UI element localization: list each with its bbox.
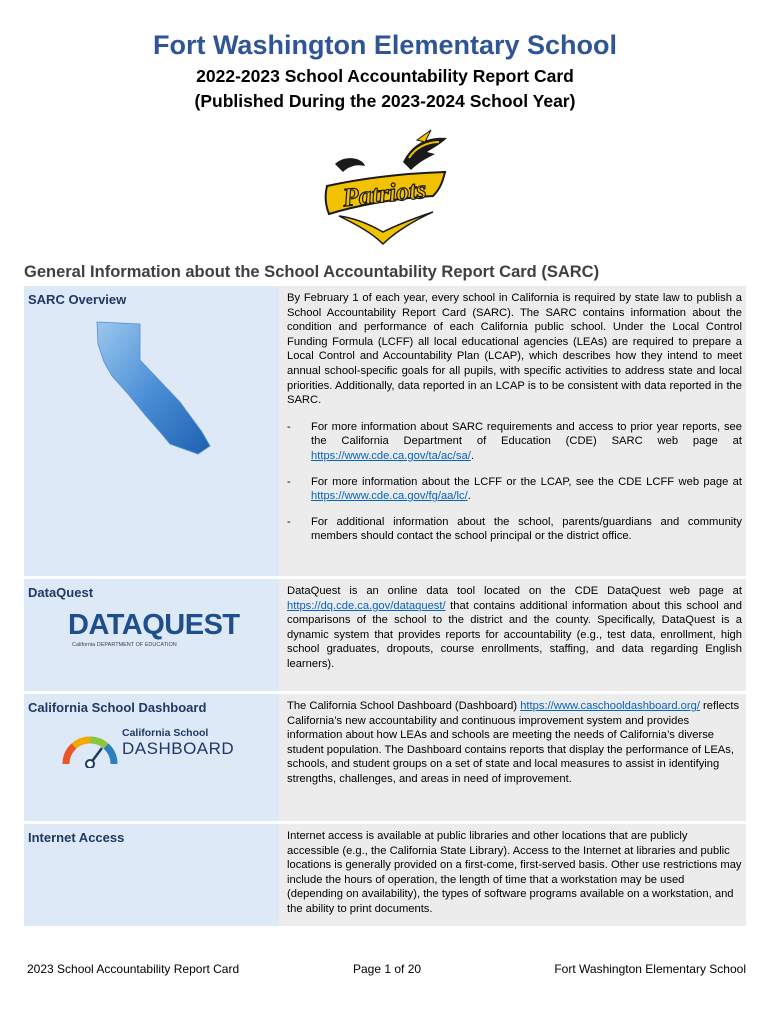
dashboard-logo-line2: DASHBOARD xyxy=(122,739,235,758)
dashboard-text: The California School Dashboard (Dashboard) xyxy=(287,700,521,712)
table-row xyxy=(24,694,746,824)
period: . xyxy=(470,449,474,462)
report-subtitle: 2022-2023 School Accountability Report Card xyxy=(196,66,574,86)
logo-text: Patriots xyxy=(341,174,428,213)
bullet-text: For more information about SARC requirements and access to prior year reports, see the California Department of Education (CDE) SARC web page at xyxy=(311,420,742,448)
list-item xyxy=(287,420,742,464)
sarc-link[interactable]: https://www.cde.ca.gov/ta/ac/sa/ xyxy=(311,449,471,462)
dataquest-text-cont: that contains additional information about this school and comparisons of the school to the district and the county. Specifically, DataQuest is a dynamic system that provides reports for accountability (e.g., test data, enrollment, high school graduates, dropouts, course enrollments, staffing, and data regarding English learners). xyxy=(287,599,742,670)
list-item xyxy=(287,475,742,504)
bullet-text: For additional information about the school, parents/guardians and community members should contact the school principal or the district office. xyxy=(311,515,742,543)
footer-report-name: 2023 School Accountability Report Card xyxy=(27,962,240,976)
internet-text: Internet access is available at public libraries and other locations that are publicly accessible (e.g., the California State Library). Access to the Internet at libraries and public locations is generally provided on a first-come, first-served basis. Other use restrictions may include the hours of operation, the length of time that a workstation may be used (depending on availability), the types of software programs available on a workstation, and the ability to print documents. xyxy=(287,830,742,915)
row-heading: SARC Overview xyxy=(28,292,127,307)
dataquest-logo-text: DATAQUEST xyxy=(68,609,240,641)
footer-school-name: Fort Washington Elementary School xyxy=(554,962,746,976)
dataquest-logo xyxy=(68,609,238,648)
patriots-logo xyxy=(305,128,465,248)
dataquest-text: DataQuest is an online data tool located on the CDE DataQuest web page at xyxy=(287,585,742,597)
bullet-dash: - xyxy=(287,515,291,528)
gauge-icon xyxy=(60,728,120,768)
bullet-text: For more information about the LCFF or the LCAP, see the CDE LCFF web page at xyxy=(311,475,742,488)
footer-page-number: Page 1 of 20 xyxy=(353,962,422,976)
info-table xyxy=(24,286,746,926)
row-heading: Internet Access xyxy=(28,830,125,845)
section-heading: General Information about the School Accountability Report Card (SARC) xyxy=(24,263,600,281)
overview-text: By February 1 of each year, every school in California is required by state law to publish a School Accountability Report Card (SARC). The SARC contains information about the condition and performance of each California public school. Under the Local Control Funding Formula (LCFF) all local educational agencies (LEAs) are required to prepare a Local Control and Accountability Plan (LCAP), which describes how they intend to meet annual school-specific goals for all pupils, with specific activities to address state and local priorities. Additionally, data reported in an LCAP is to be consistent with data reported in the SARC. xyxy=(287,292,742,407)
bullet-dash: - xyxy=(287,420,291,433)
dataquest-link[interactable]: https://dq.cde.ca.gov/dataquest/ xyxy=(287,599,446,612)
dashboard-text-cont: reflects California’s new accountability and continuous improvement system and provides information about how LEAs and schools are meeting the needs of California’s diverse student population. The Dashboard contains reports that display the performance of LEAs, schools, and student groups on a set of state and local measures to assist in identifying strengths, challenges, and areas in need of improvement. xyxy=(287,700,740,785)
row-heading: California School Dashboard xyxy=(28,700,207,715)
california-map-icon xyxy=(94,320,214,456)
table-row xyxy=(24,824,746,926)
page-title: Fort Washington Elementary School xyxy=(152,30,618,60)
dashboard-logo-line1: California School xyxy=(122,727,209,739)
table-row xyxy=(24,286,746,579)
dashboard-logo xyxy=(60,724,250,768)
lcff-link[interactable]: https://www.cde.ca.gov/fg/aa/lc/ xyxy=(311,490,468,503)
cde-logo-text: California DEPARTMENT OF EDUCATION xyxy=(72,642,177,648)
list-item xyxy=(287,515,742,544)
bullet-dash: - xyxy=(287,475,291,488)
row-heading: DataQuest xyxy=(28,585,94,600)
dashboard-link[interactable]: https://www.caschooldashboard.org/ xyxy=(520,700,700,712)
table-row xyxy=(24,579,746,694)
period: . xyxy=(467,490,471,503)
publication-note: (Published During the 2023-2024 School Year) xyxy=(194,91,576,111)
